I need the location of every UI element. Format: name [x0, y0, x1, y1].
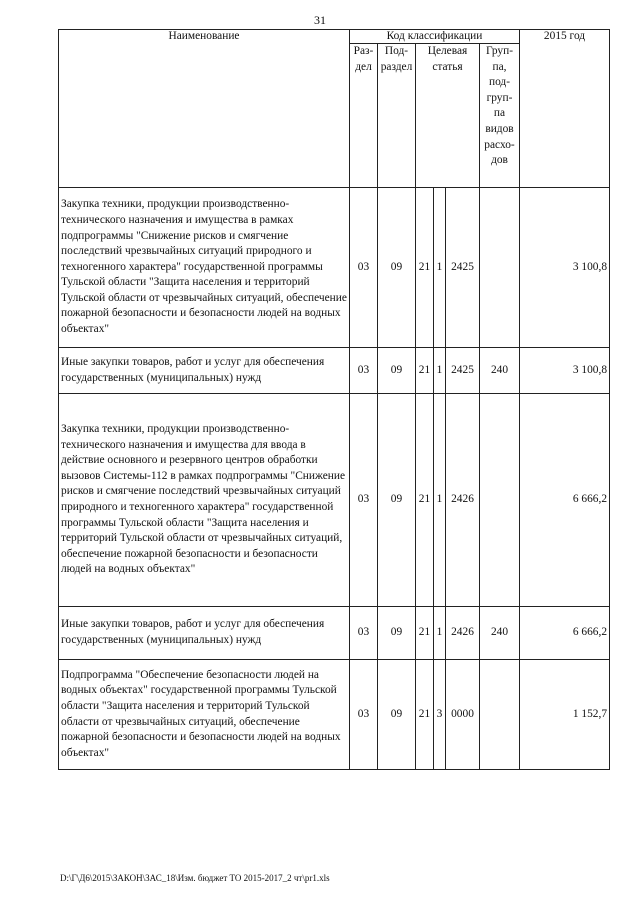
row-amount: 6 666,2 — [520, 607, 610, 660]
row-cs1: 21 — [416, 188, 434, 348]
row-name: Закупка техники, продукции производственно-технического назначения и имущества для ввода в действие основного и резервного центров обработки вызовов Системы-112 в рамках подпрограммы "Снижение рисков и смягчение последствий чрезвычайных ситуаций природного и техногенного характера" государственной программы Тульской области "Защита населения и территорий Тульской области от чрезвычайных ситуаций, обеспечение пожарной безопасности и безопасности людей на водных объектах" — [59, 394, 350, 607]
row-cs1: 21 — [416, 394, 434, 607]
row-cs3: 2426 — [446, 607, 480, 660]
row-cs3: 0000 — [446, 660, 480, 770]
header-code-group: Код классификации — [350, 30, 520, 44]
row-razdel: 03 — [350, 660, 378, 770]
table-row — [59, 394, 610, 607]
row-cs2: 1 — [434, 394, 446, 607]
row-cs2: 1 — [434, 348, 446, 394]
header-subsection: Под-раздел — [378, 44, 416, 188]
table-row — [59, 188, 610, 348]
budget-table — [58, 29, 610, 770]
row-cs2: 1 — [434, 607, 446, 660]
row-name: Иные закупки товаров, работ и услуг для обеспечения государственных (муниципальных) нужд — [59, 607, 350, 660]
header-year: 2015 год — [520, 30, 610, 188]
row-amount: 3 100,8 — [520, 188, 610, 348]
row-vr — [480, 394, 520, 607]
row-podrazdel: 09 — [378, 660, 416, 770]
row-cs2: 1 — [434, 188, 446, 348]
row-amount: 6 666,2 — [520, 394, 610, 607]
row-cs3: 2426 — [446, 394, 480, 607]
row-amount: 3 100,8 — [520, 348, 610, 394]
page-number: 31 — [314, 13, 326, 27]
row-cs3: 2425 — [446, 348, 480, 394]
row-razdel: 03 — [350, 348, 378, 394]
table-row — [59, 607, 610, 660]
row-cs3: 2425 — [446, 188, 480, 348]
table-row — [59, 348, 610, 394]
row-vr: 240 — [480, 607, 520, 660]
header-section: Раз-дел — [350, 44, 378, 188]
row-podrazdel: 09 — [378, 348, 416, 394]
row-cs2: 3 — [434, 660, 446, 770]
row-vr: 240 — [480, 348, 520, 394]
row-cs1: 21 — [416, 348, 434, 394]
row-name: Иные закупки товаров, работ и услуг для обеспечения государственных (муниципальных) нужд — [59, 348, 350, 394]
header-expense-group: Груп-па, под-груп-па видов расхо-дов — [480, 44, 520, 188]
row-razdel: 03 — [350, 188, 378, 348]
row-razdel: 03 — [350, 394, 378, 607]
table-row — [59, 660, 610, 770]
row-podrazdel: 09 — [378, 188, 416, 348]
header-target: Целевая статья — [416, 44, 480, 188]
row-vr — [480, 188, 520, 348]
footer-file-path: D:\Г\Д6\2015\ЗАКОН\ЗАС_18\Изм. бюджет ТО 2015-2017_2 чт\pr1.xls — [60, 873, 330, 883]
row-razdel: 03 — [350, 607, 378, 660]
row-podrazdel: 09 — [378, 394, 416, 607]
row-podrazdel: 09 — [378, 607, 416, 660]
row-name: Подпрограмма "Обеспечение безопасности людей на водных объектах" государственной программы Тульской области "Защита населения и территорий Тульской области от чрезвычайных ситуаций, обеспечение пожарной безопасности и безопасности людей на водных объектах" — [59, 660, 350, 770]
row-cs1: 21 — [416, 660, 434, 770]
row-amount: 1 152,7 — [520, 660, 610, 770]
row-vr — [480, 660, 520, 770]
header-name: Наименование — [59, 30, 350, 188]
row-name: Закупка техники, продукции производственно-технического назначения и имущества в рамках подпрограммы "Снижение рисков и смягчение последствий чрезвычайных ситуаций природного и техногенного характера" государственной программы Тульской области "Защита населения и территорий Тульской области от чрезвычайных ситуаций, обеспечение пожарной безопасности и безопасности людей на водных объектах" — [59, 188, 350, 348]
row-cs1: 21 — [416, 607, 434, 660]
